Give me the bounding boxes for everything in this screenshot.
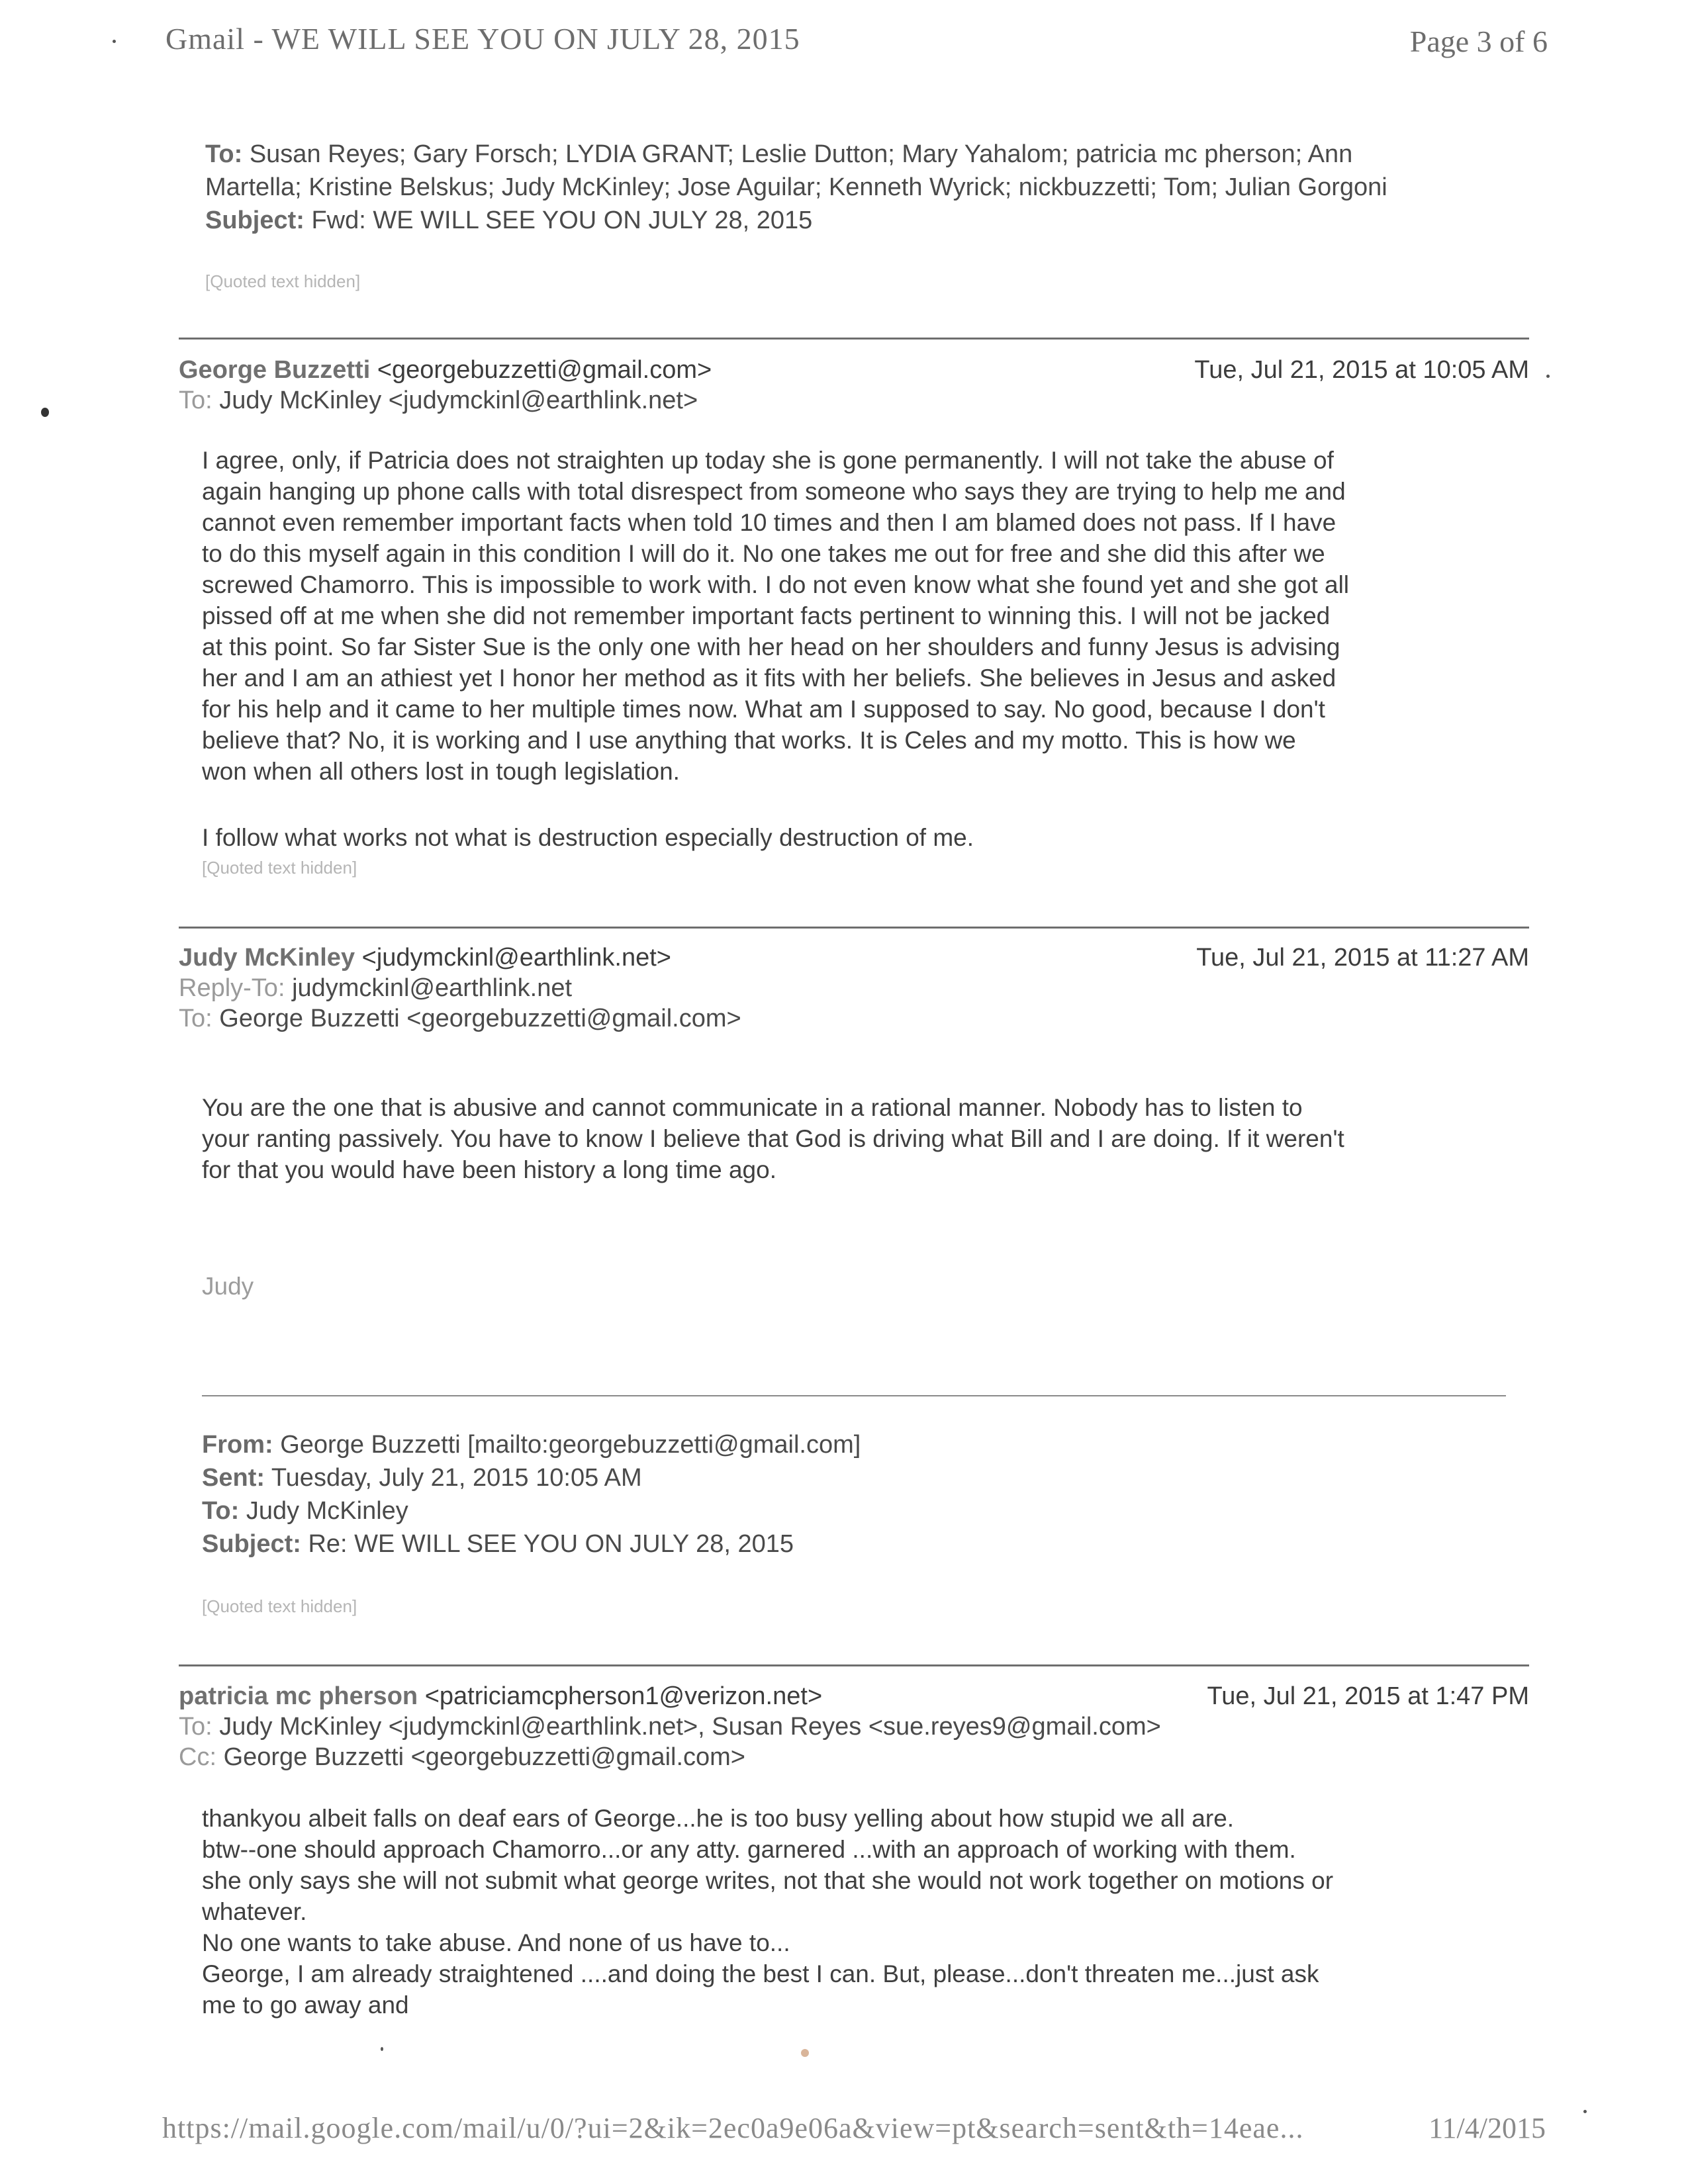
sender-email: <patriciamcpherson1@verizon.net>	[424, 1682, 823, 1710]
sent-value: Tuesday, July 21, 2015 10:05 AM	[271, 1464, 642, 1492]
quoted-text-hidden[interactable]: [Quoted text hidden]	[202, 858, 357, 878]
quoted-text-hidden[interactable]: [Quoted text hidden]	[205, 271, 361, 291]
reply-to-row	[179, 973, 1529, 1003]
sender-row	[179, 355, 1529, 385]
sender-name: patricia mc pherson	[179, 1682, 418, 1710]
from-row	[202, 1428, 1526, 1461]
recipient-row	[179, 1711, 1529, 1742]
to-recipients: Susan Reyes; Gary Forsch; LYDIA GRANT; Leslie Dutton; Mary Yahalom; patricia mc pherson; Ann	[249, 140, 1353, 168]
subject-label: Subject:	[202, 1530, 301, 1558]
message-body-patricia	[202, 1803, 1526, 2021]
body-line: screwed Chamorro. This is impossible to work with. I do not even know what she found yet and she got all	[202, 571, 1350, 598]
sent-row	[202, 1461, 1526, 1494]
scan-speck	[381, 2047, 383, 2051]
scan-speck	[801, 2049, 809, 2057]
reply-to-value: judymckinl@earthlink.net	[292, 974, 573, 1002]
body-line: pissed off at me when she did not remember important facts pertinent to winning this. I will not be jacked	[202, 602, 1331, 629]
closing-line: I follow what works not what is destruction especially destruction of me.	[202, 824, 974, 851]
body-line: George, I am already straightened ....and doing the best I can. But, please...don't threaten me...just ask	[202, 1960, 1319, 1987]
cc-value: George Buzzetti <georgebuzzetti@gmail.com>	[223, 1743, 745, 1771]
message-divider	[179, 927, 1529, 929]
body-line: btw--one should approach Chamorro...or any atty. garnered ...with an approach of working with them.	[202, 1836, 1296, 1863]
to-recipients-continued: Martella; Kristine Belskus; Judy McKinley; Jose Aguilar; Kenneth Wyrick; nickbuzzetti; Tom; Julian Gorgoni	[205, 173, 1387, 201]
body-line: at this point. So far Sister Sue is the only one with her head on her shoulders and funny Jesus is advising	[202, 633, 1340, 660]
to-row	[202, 1494, 1526, 1527]
body-line: You are the one that is abusive and cannot communicate in a rational manner. Nobody has to listen to	[202, 1094, 1303, 1121]
reply-to-label: Reply-To:	[179, 974, 285, 1002]
to-label: To:	[179, 387, 212, 414]
sender-email: <georgebuzzetti@gmail.com>	[377, 356, 712, 384]
body-line: for his help and it came to her multiple times now. What am I supposed to say. No good, because I don't	[202, 696, 1325, 723]
to-value: Judy McKinley <judymckinl@earthlink.net>, Susan Reyes <sue.reyes9@gmail.com>	[219, 1713, 1161, 1741]
recipient-row	[179, 385, 1529, 416]
body-line: cannot even remember important facts when told 10 times and then I am blamed does not pass. If I have	[202, 509, 1336, 536]
print-footer-date: 11/4/2015	[1429, 2112, 1546, 2144]
cc-label: Cc:	[179, 1743, 216, 1771]
forward-divider	[202, 1395, 1506, 1396]
quoted-text-hidden[interactable]: [Quoted text hidden]	[202, 1596, 357, 1616]
message-divider	[179, 338, 1529, 340]
message-divider	[179, 1664, 1529, 1666]
to-value: Judy McKinley	[246, 1497, 408, 1525]
message-body-george	[202, 445, 1526, 787]
subject-value: Fwd: WE WILL SEE YOU ON JULY 28, 2015	[311, 206, 813, 234]
from-label: From:	[202, 1431, 273, 1459]
sender-name: Judy McKinley	[179, 944, 355, 972]
to-label: To:	[202, 1497, 240, 1525]
cc-row	[179, 1742, 1529, 1772]
body-line: No one wants to take abuse. And none of us have to...	[202, 1929, 790, 1956]
body-line: believe that? No, it is working and I use anything that works. It is Celes and my motto. This is how we	[202, 727, 1296, 754]
print-footer-url: https://mail.google.com/mail/u/0/?ui=2&ik=2ec0a9e06a&view=pt&search=sent&th=14eae...	[162, 2112, 1304, 2144]
body-line: for that you would have been history a long time ago.	[202, 1156, 776, 1183]
to-value: George Buzzetti <georgebuzzetti@gmail.com>	[219, 1005, 741, 1032]
page-number: Page 3 of 6	[1409, 24, 1548, 58]
message-date: Tue, Jul 21, 2015 at 1:47 PM	[1207, 1682, 1529, 1710]
scan-speck	[41, 408, 49, 417]
subject-row	[205, 204, 1529, 237]
body-line: she only says she will not submit what george writes, not that she would not work together on motions or	[202, 1867, 1334, 1894]
body-line: to do this myself again in this condition I will do it. No one takes me out for free and she did this after we	[202, 540, 1325, 567]
recipient-row	[179, 1003, 1529, 1034]
message-header-judy	[179, 942, 1529, 1034]
sent-label: Sent:	[202, 1464, 265, 1492]
body-line: your ranting passively. You have to know I believe that God is driving what Bill and I are doing. If it weren't	[202, 1125, 1344, 1152]
message-date: Tue, Jul 21, 2015 at 10:05 AM	[1194, 356, 1529, 384]
scan-speck	[1546, 375, 1550, 378]
body-line: me to go away and	[202, 1991, 409, 2019]
body-line: thankyou albeit falls on deaf ears of George...he is too busy yelling about how stupid we all are.	[202, 1805, 1235, 1832]
sender-name: George Buzzetti	[179, 356, 371, 384]
message-header-patricia	[179, 1681, 1529, 1772]
from-value: George Buzzetti [mailto:georgebuzzetti@gmail.com]	[280, 1431, 861, 1459]
scan-speck	[1583, 2110, 1587, 2113]
message-date: Tue, Jul 21, 2015 at 11:27 AM	[1196, 944, 1529, 972]
subject-row	[202, 1527, 1526, 1561]
body-line: I agree, only, if Patricia does not straighten up today she is gone permanently. I will not take the abuse of	[202, 447, 1334, 474]
forwarded-header	[202, 1428, 1526, 1561]
subject-label: Subject:	[205, 206, 305, 234]
message-body-judy	[202, 1092, 1526, 1185]
subject-value: Re: WE WILL SEE YOU ON JULY 28, 2015	[308, 1530, 794, 1558]
print-header-title: Gmail - WE WILL SEE YOU ON JULY 28, 2015	[165, 22, 800, 56]
scan-speck	[113, 40, 116, 43]
sender-email: <judymckinl@earthlink.net>	[361, 944, 671, 972]
body-line: her and I am an athiest yet I honor her method as it fits with her beliefs. She believes in Jesus and asked	[202, 664, 1336, 692]
sender-row	[179, 942, 1529, 973]
body-line: again hanging up phone calls with total disrespect from someone who says they are trying to help me and	[202, 478, 1346, 505]
body-line: won when all others lost in tough legislation.	[202, 758, 680, 785]
signature: Judy	[202, 1273, 254, 1300]
message-header-george	[179, 355, 1529, 416]
top-message-fields	[205, 138, 1529, 237]
to-label: To:	[205, 140, 243, 168]
body-line: whatever.	[202, 1898, 307, 1925]
to-label: To:	[179, 1713, 212, 1741]
to-label: To:	[179, 1005, 212, 1032]
to-value: Judy McKinley <judymckinl@earthlink.net>	[219, 387, 698, 414]
to-row	[205, 138, 1529, 171]
sender-row	[179, 1681, 1529, 1711]
